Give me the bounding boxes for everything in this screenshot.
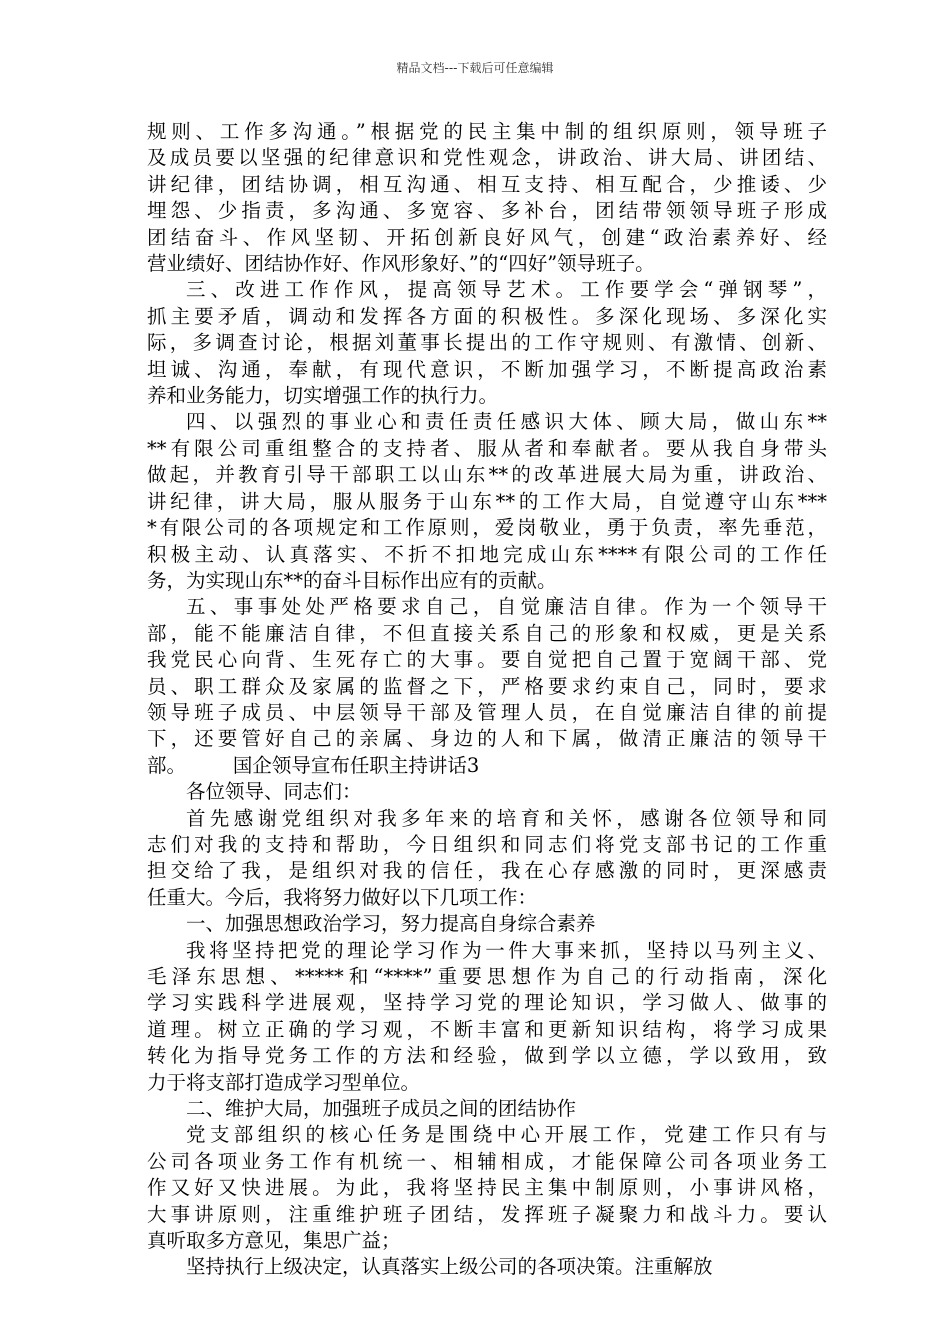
document-line <box>147 753 827 779</box>
document-line: 际，多调查讨论，根据刘董事长提出的工作守规则、有激情、创新、 <box>147 331 827 355</box>
document-line: 党支部组织的核心任务是围绕中心开展工作，党建工作只有与 <box>186 1123 827 1147</box>
document-line: 规则、工作多沟通。”根据党的民主集中制的组织原则，领导班子 <box>147 120 827 143</box>
document-line: 作又好又快进展。为此，我将坚持民主集中制原则，小事讲风格， <box>147 1176 827 1200</box>
document-line: 我党民心向背、生死存亡的大事。要自觉把自己置于宽阔干部、党 <box>147 648 827 672</box>
document-line: 一、加强思想政治学习，努力提高自身综合素养 <box>186 912 596 936</box>
document-line: **有限公司重组整合的支持者、服从者和奉献者。要从我自身带头 <box>147 436 827 460</box>
document-line: 坦诚、沟通，奉献，有现代意识，不断加强学习，不断提高政治素 <box>147 357 827 381</box>
document-line: 做起，并教育引导干部职工以山东**的改革进展大局为重，讲政治、 <box>147 463 827 487</box>
document-line: 务，为实现山东**的奋斗目标作出应有的贡献。 <box>147 568 557 592</box>
document-line: *有限公司的各项规定和工作原则，爱岗敬业，勇于负责，率先垂范， <box>147 516 827 540</box>
document-line: 任重大。今后，我将努力做好以下几项工作： <box>147 885 538 909</box>
document-line: 养和业务能力，切实增强工作的执行力。 <box>147 384 499 408</box>
document-line: 五、事事处处严格要求自己，自觉廉洁自律。作为一个领导干 <box>186 595 827 619</box>
document-line: 及成员要以坚强的纪律意识和党性观念，讲政治、讲大局、讲团结、 <box>147 146 827 170</box>
document-line: 坚持执行上级决定，认真落实上级公司的各项决策。注重解放 <box>186 1255 713 1279</box>
document-line: 抓主要矛盾，调动和发挥各方面的积极性。多深化现场、多深化实 <box>147 304 827 328</box>
document-line: 员、职工群众及家属的监督之下，严格要求约束自己，同时，要求 <box>147 674 827 698</box>
document-line: 三、改进工作作风，提高领导艺术。工作要学会“弹钢琴”， <box>186 278 827 302</box>
document-line: 部，能不能廉洁自律，不但直接关系自己的形象和权威，更是关系 <box>147 621 827 645</box>
document-line: 力于将支部打造成学习型单位。 <box>147 1070 421 1094</box>
document-line: 担交给了我，是组织对我的信任，我在心存感激的同时，更深感责 <box>147 859 827 883</box>
document-line: 积极主动、认真落实、不折不扣地完成山东****有限公司的工作任 <box>147 542 827 566</box>
document-line: 公司各项业务工作有机统一、相辅相成，才能保障公司各项业务工 <box>147 1149 827 1173</box>
document-line: 我将坚持把党的理论学习作为一件大事来抓，坚持以马列主义、 <box>186 938 827 962</box>
paragraph-end-text: 部。 <box>147 753 187 777</box>
document-body <box>147 119 827 1281</box>
document-line: 真听取多方意见，集思广益； <box>147 1229 401 1253</box>
document-line: 道理。树立正确的学习观，不断丰富和更新知识结构，将学习成果 <box>147 1017 827 1041</box>
document-line: 大事讲原则，注重维护班子团结，发挥班子凝聚力和战斗力。要认 <box>147 1202 827 1226</box>
document-line: 下，还要管好自己的亲属、身边的人和下属，做清正廉洁的领导干 <box>147 727 827 751</box>
document-line: 志们对我的支持和帮助，今日组织和同志们将党支部书记的工作重 <box>147 832 827 856</box>
document-line: 转化为指导党务工作的方法和经验，做到学以立德，学以致用，致 <box>147 1044 827 1068</box>
document-line: 讲纪律，讲大局，服从服务于山东**的工作大局，自觉遵守山东*** <box>147 489 827 513</box>
document-line: 讲纪律，团结协调，相互沟通、相互支持、相互配合，少推诿、少 <box>147 172 827 196</box>
document-line: 领导班子成员、中层领导干部及管理人员，在自觉廉洁自律的前提 <box>147 700 827 724</box>
document-line: 首先感谢党组织对我多年来的培育和关怀，感谢各位领导和同 <box>186 806 827 830</box>
document-line: 营业绩好、团结协作好、作风形象好、”的“四好”领导班子。 <box>147 252 655 276</box>
section-title: 国企领导宣布任职主持讲话3 <box>232 753 480 777</box>
document-line: 团结奋斗、作风坚韧、开拓创新良好风气，创建“政治素养好、经 <box>147 225 827 249</box>
document-line: 四、以强烈的事业心和责任责任感识大体、顾大局，做山东** <box>186 410 827 434</box>
document-line: 学习实践科学进展观，坚持学习党的理论知识，学习做人、做事的 <box>147 991 827 1015</box>
document-line: 埋怨、少指责，多沟通、多宽容、多补台，团结带领领导班子形成 <box>147 199 827 223</box>
document-line: 二、维护大局，加强班子成员之间的团结协作 <box>186 1097 577 1121</box>
document-line: 毛泽东思想、*****和“****”重要思想作为自己的行动指南，深化 <box>147 965 827 988</box>
document-line: 各位领导、同志们： <box>186 780 362 804</box>
page-header: 精品文档---下载后可任意编辑 <box>396 61 554 75</box>
